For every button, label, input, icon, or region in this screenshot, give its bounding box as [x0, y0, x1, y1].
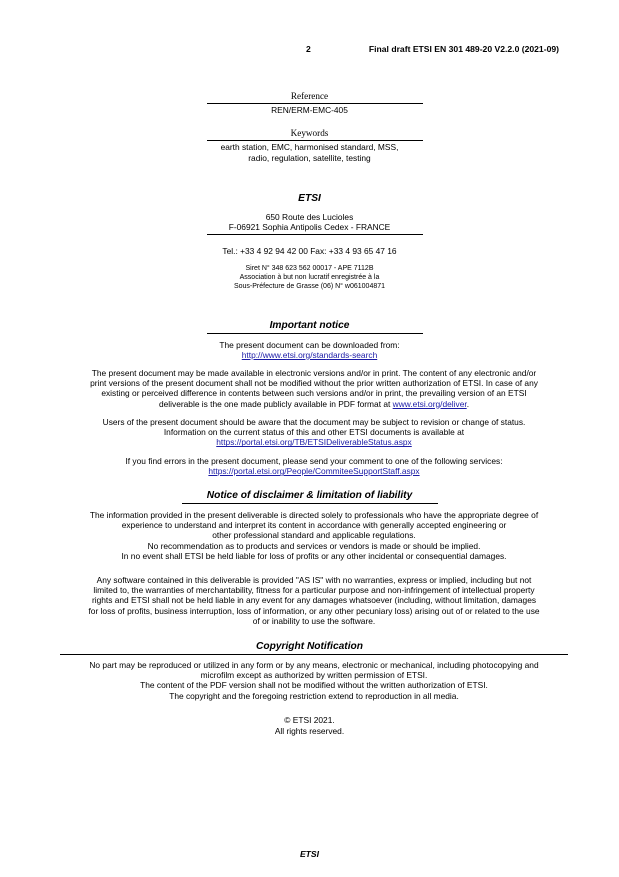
disclaimer-p1-line-4: No recommendation as to products and services or vendors is made or should be implied.: [147, 540, 481, 551]
download-text: The present document can be downloaded from:: [219, 340, 400, 350]
association: Association à but non lucratif enregistrée à la: [239, 274, 380, 281]
disclaimer-p1-line-5: In no event shall ETSI be held liable for loss of profits or any other incidental or consequential damages.: [121, 550, 507, 561]
notice-p3-line-1: If you find errors in the present document, please send your comment to one of the following services:: [125, 456, 503, 466]
download-link[interactable]: http://www.etsi.org/standards-search: [241, 350, 378, 360]
notice-p1-line-1: The present document may be made available in electronic versions and/or in print. The content of any electronic and/or: [91, 368, 537, 378]
keywords-line-2: radio, regulation, satellite, testing: [248, 153, 371, 163]
disclaimer-p2-line-4: for loss of profits, business interruption, loss of information, or any other pecuniary loss) arising out of or related to the use: [88, 605, 540, 616]
notice-p1-line-4-end: .: [466, 398, 470, 409]
copyright-line-1: No part may be reproduced or utilized in any form or by any means, electronic or mechanical, including photocopying and: [89, 660, 539, 670]
disclaimer-paragraph-2: [60, 575, 568, 626]
disclaimer-p2-line-5: of or inability to use the software.: [252, 615, 376, 626]
keywords-rule: [207, 140, 423, 141]
copyright-line-3: The content of the PDF version shall not be modified without the written authorization of ETSI.: [140, 680, 488, 691]
disclaimer-p2-line-2: limited to, the warranties of merchantability, fitness for a particular purpose and non-infringement of intellectual property: [93, 585, 535, 596]
disclaimer-paragraph-1: [60, 510, 568, 561]
notice-p1-line-3: existing or perceived difference in contents between such versions and/or in print, the prevailing version of an ETSI: [101, 388, 527, 399]
disclaimer-heading: Notice of disclaimer & limitation of liability: [206, 490, 413, 501]
copyright-heading: Copyright Notification: [256, 641, 363, 652]
address-rule: [207, 234, 423, 235]
document-title: Final draft ETSI EN 301 489-20 V2.2.0 (2021-09): [368, 44, 559, 54]
address-line-2: F-06921 Sophia Antipolis Cedex - FRANCE: [228, 222, 391, 232]
notice-p2-line-2: Information on the current status of this and other ETSI documents is available at: [163, 427, 465, 438]
disclaimer-p2-line-1: Any software contained in this deliverable is provided "AS IS" with no warranties, express or implied, including but not: [96, 575, 532, 585]
deliver-link[interactable]: www.etsi.org/deliver: [392, 398, 467, 409]
address-line-1: 650 Route des Lucioles: [265, 212, 354, 222]
keywords-label: Keywords: [290, 128, 329, 138]
all-rights-reserved: All rights reserved.: [274, 726, 345, 736]
keywords-line-1: earth station, EMC, harmonised standard, MSS,: [220, 142, 399, 152]
disclaimer-p1-line-2: experience to understand and interpret its content in accordance with generally accepted engineering or: [121, 520, 507, 531]
support-staff-link[interactable]: https://portal.etsi.org/People/CommiteeSupportStaff.aspx: [208, 466, 420, 477]
page-number: 2: [306, 44, 311, 54]
reference-label: Reference: [290, 91, 329, 101]
copyright-year: © ETSI 2021.: [284, 715, 335, 725]
notice-paragraph-3: [60, 456, 568, 476]
important-notice-heading: Important notice: [269, 320, 350, 331]
disclaimer-rule: [182, 503, 438, 504]
copyright-line-2: microfilm except as authorized by written permission of ETSI.: [200, 670, 428, 681]
copyright-paragraph: [60, 660, 568, 701]
reference-rule: [207, 103, 423, 104]
notice-paragraph-1: [60, 368, 568, 409]
notice-p2-line-1: Users of the present document should be aware that the document may be subject to revision or change of status.: [102, 417, 526, 427]
notice-p1-line-4-text: deliverable is the one made publicly available in PDF format at: [158, 398, 393, 409]
siret: Siret N° 348 623 562 00017 - APE 7112B: [245, 265, 374, 272]
copyright-line-4: The copyright and the foregoing restriction extend to reproduction in all media.: [169, 690, 459, 701]
tel-fax: Tel.: +33 4 92 94 42 00 Fax: +33 4 93 65 47 16: [222, 246, 397, 256]
prefecture: Sous-Préfecture de Grasse (06) N° w061004871: [233, 283, 386, 290]
disclaimer-p1-line-3: other professional standard and applicable regulations.: [212, 530, 416, 541]
reference-value: REN/ERM-EMC-405: [271, 105, 348, 115]
notice-p1-line-2: print versions of the present document shall not be modified without the prior written authorization of ETSI. In case of any: [90, 378, 538, 389]
deliverable-status-link[interactable]: https://portal.etsi.org/TB/ETSIDeliverableStatus.aspx: [216, 437, 412, 448]
copyright-rule: [60, 654, 568, 655]
notice-paragraph-2: [60, 417, 568, 448]
notice-p1-line-4: [60, 399, 568, 409]
disclaimer-p1-line-1: The information provided in the present deliverable is directed solely to professionals who have the appropriate degree of: [89, 510, 539, 520]
important-notice-rule: [207, 333, 423, 334]
etsi-heading: ETSI: [298, 193, 321, 204]
footer-etsi: ETSI: [299, 849, 320, 859]
disclaimer-p2-line-3: rights and ETSI shall not be held liable in any event for any damages whatsoever (including, without limitation, damages: [91, 595, 537, 606]
